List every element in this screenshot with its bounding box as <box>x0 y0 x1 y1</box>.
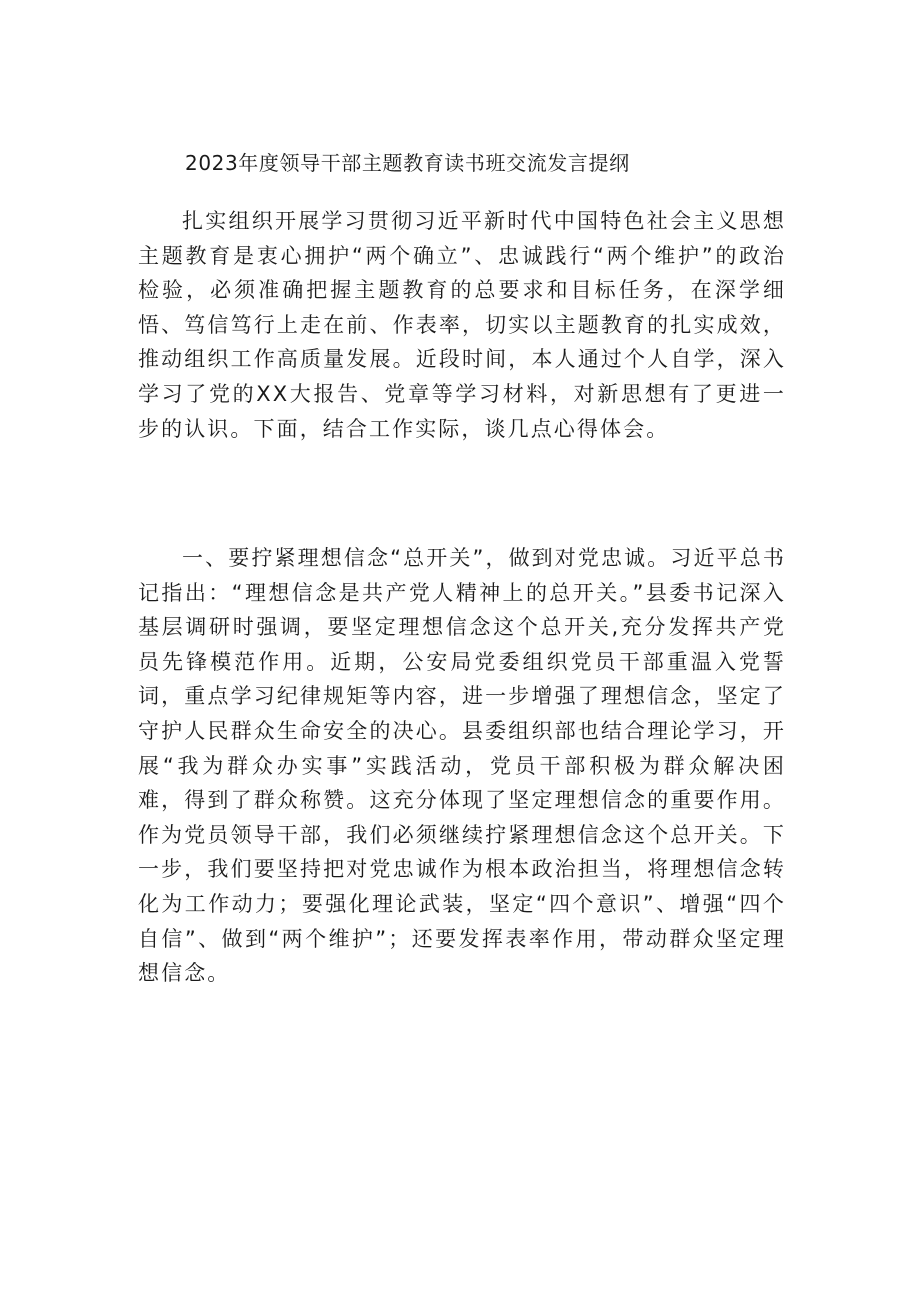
document-title: 2023年度领导干部主题教育读书班交流发言提纲 <box>185 151 630 175</box>
paragraph-introduction: 扎实组织开展学习贯彻习近平新时代中国特色社会主义思想主题教育是衷心拥护“两个确立”、忠诚践行“两个维护”的政治检验，必须准确把握主题教育的总要求和目标任务，在深学细悟、笃信笃行上走在前、作表率，切实以主题教育的扎实成效，推动组织工作高质量发展。近段时间，本人通过个人自学，深入学习了党的XX大报告、党章等学习材料，对新思想有了更进一步的认识。下面，结合工作实际，谈几点心得体会。 <box>138 209 786 441</box>
paragraph-section-one: 一、要拧紧理想信念“总开关”，做到对党忠诚。习近平总书记指出：“理想信念是共产党人精神上的总开关。”县委书记深入基层调研时强调，要坚定理想信念这个总开关,充分发挥共产党员先锋模范作用。近期，公安局党委组织党员干部重温入党誓词，重点学习纪律规矩等内容，进一步增强了理想信念，坚定了守护人民群众生命安全的决心。县委组织部也结合理论学习，开展“我为群众办实事”实践活动，党员干部积极为群众解决困难，得到了群众称赞。这充分体现了坚定理想信念的重要作用。作为党员领导干部，我们必须继续拧紧理想信念这个总开关。下一步，我们要坚持把对党忠诚作为根本政治担当，将理想信念转化为工作动力；要强化理论武装，坚定“四个意识”、增强“四个自信”、做到“两个维护”；还要发挥表率作用，带动群众坚定理想信念。 <box>138 546 786 986</box>
